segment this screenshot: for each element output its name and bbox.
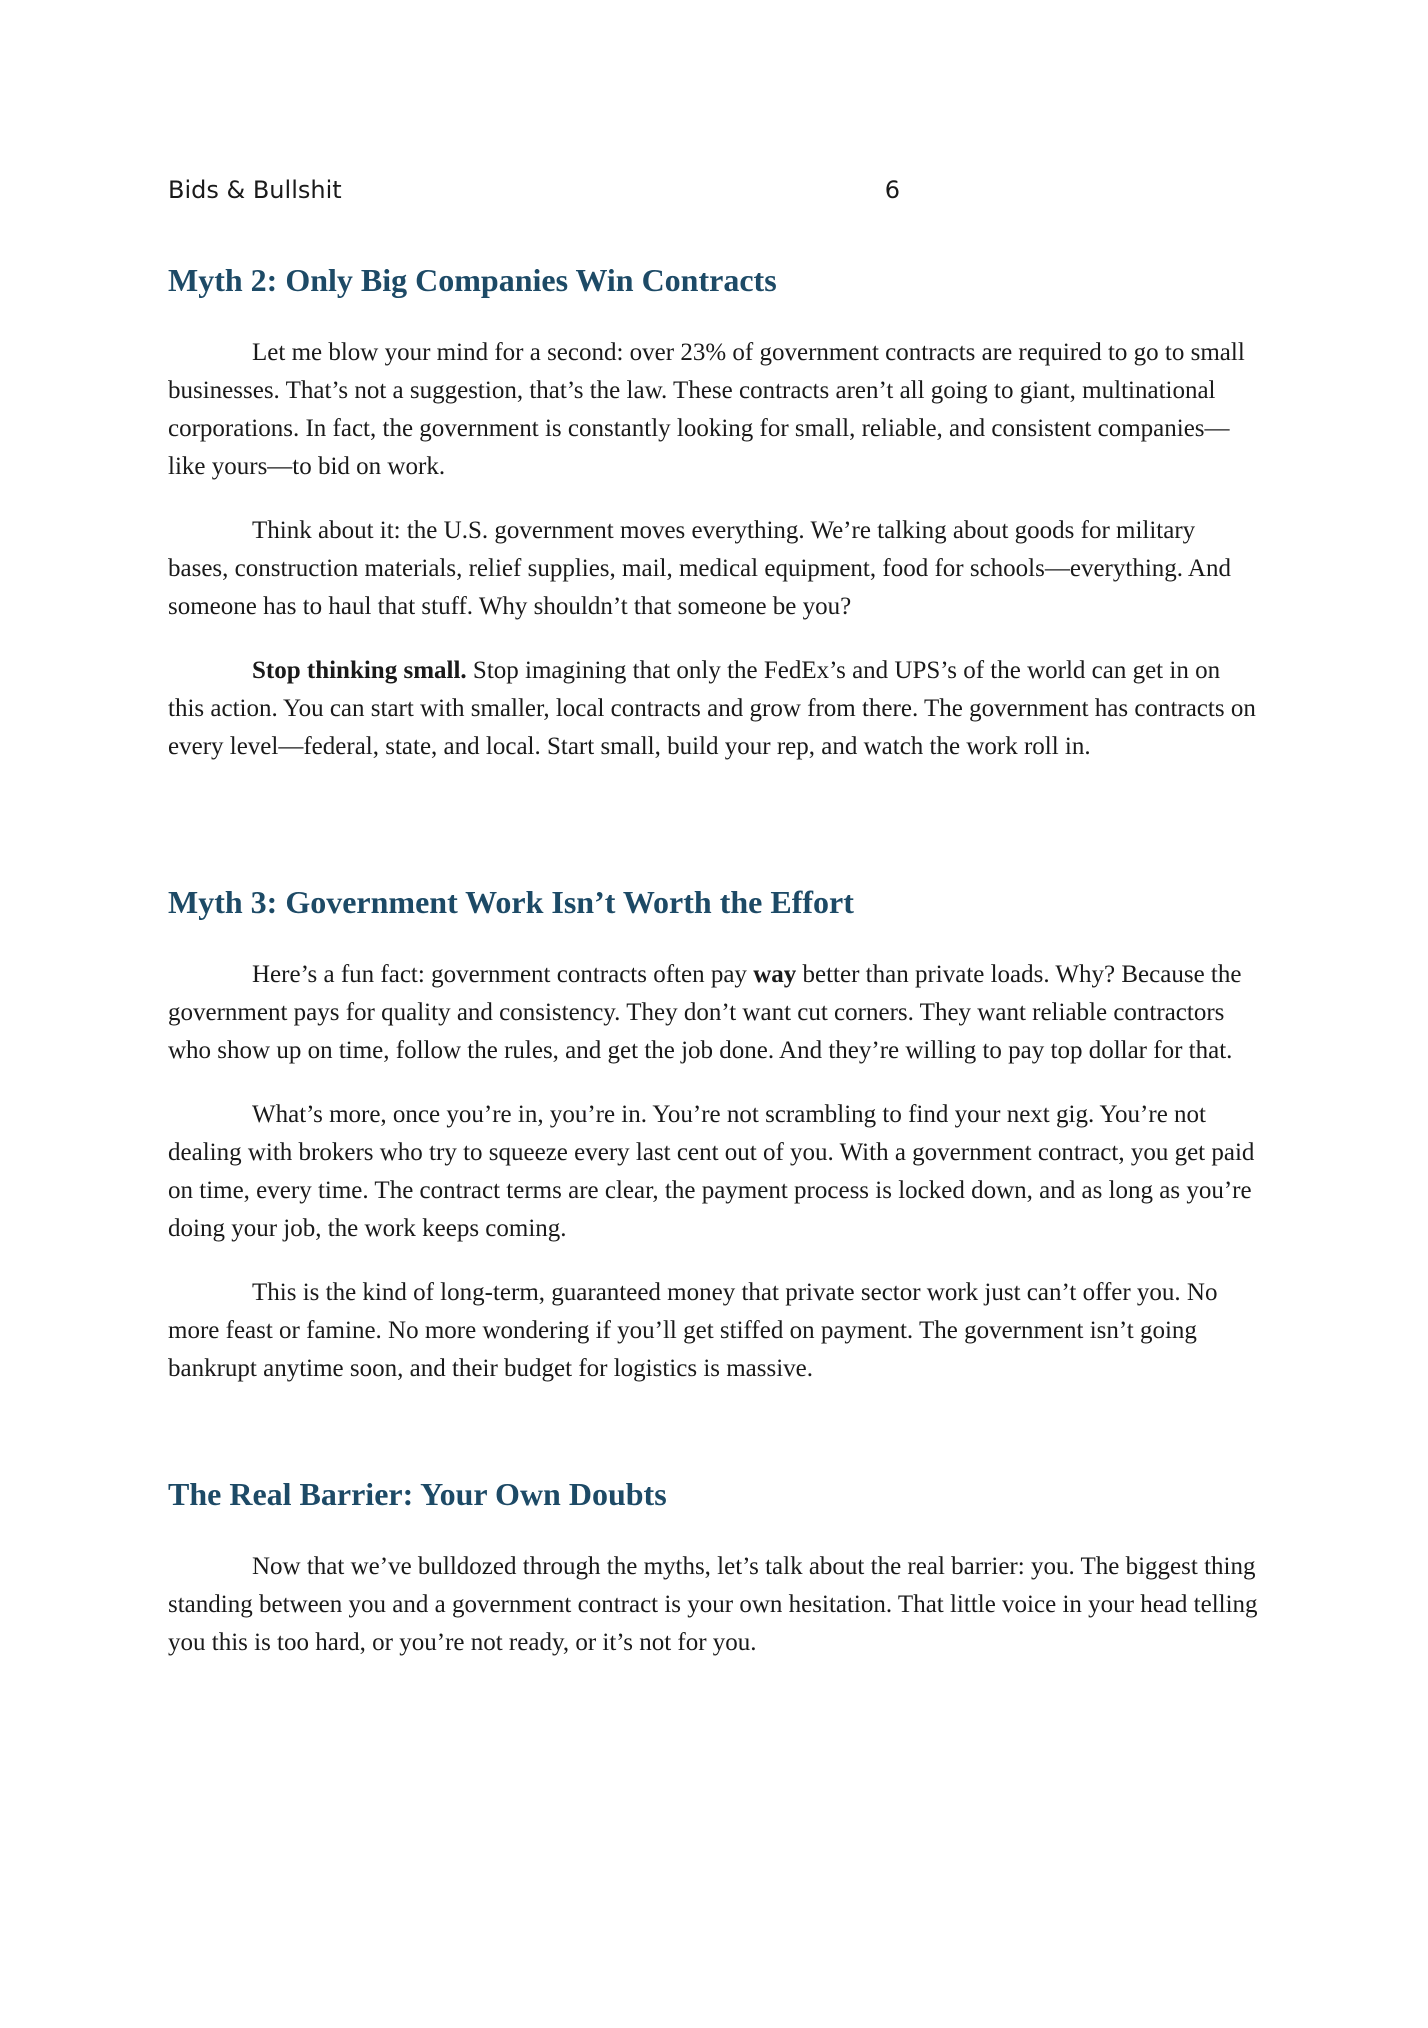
bold-emphasis: way [753, 961, 797, 988]
bold-lead-phrase: Stop thinking small. [252, 657, 467, 684]
paragraph: This is the kind of long-term, guaranteed money that private sector work just can’t offer you. No more feast or famine. No more wondering if you’ll get stiffed on payment. The government isn’t going bankrupt anytime soon, and their budget for logistics is massive. [168, 1279, 1218, 1382]
section-spacer [168, 792, 1260, 880]
running-header [168, 176, 900, 204]
running-header-title: Bids & Bullshit [168, 176, 342, 204]
paragraph: What’s more, once you’re in, you’re in. You’re not scrambling to find your next gig. You’re not dealing with brokers who try to squeeze every last cent out of you. With a government contract, you get paid on time, every time. The contract terms are clear, the payment process is locked down, and as long as you’re doing your job, the work keeps coming. [168, 1101, 1255, 1242]
paragraph: Let me blow your mind for a second: over 23% of government contracts are required to go to small businesses. That’s not a suggestion, that’s the law. These contracts aren’t all going to giant, multinational corporations. In fact, the government is constantly looking for small, reliable, and consistent companies—like yours—to bid on work. [168, 339, 1245, 480]
section-spacer [168, 1414, 1260, 1472]
page-number: 6 [884, 176, 900, 204]
section-heading-myth-3: Myth 3: Government Work Isn’t Worth the Effort [168, 884, 854, 920]
paragraph-text: Stop imagining that only the FedEx’s and UPS’s of the world can get in on this action. You can start with smaller, local contracts and grow from there. The government has contracts on every level—federal, state, and local. Start small, build your rep, and watch the work roll in. [168, 657, 1256, 760]
paragraph [168, 652, 1260, 766]
paragraph: Now that we’ve bulldozed through the myths, let’s talk about the real barrier: you. The biggest thing standing between you and a government contract is your own hesitation. That little voice in your head telling you this is too hard, or you’re not ready, or it’s not for you. [168, 1553, 1258, 1656]
section-heading-real-barrier: The Real Barrier: Your Own Doubts [168, 1476, 667, 1512]
paragraph: Think about it: the U.S. government moves everything. We’re talking about goods for military bases, construction materials, relief supplies, mail, medical equipment, food for schools—everything. And someone has to haul that stuff. Why shouldn’t that someone be you? [168, 517, 1231, 620]
document-body [168, 258, 1260, 1688]
paragraph [168, 956, 1260, 1070]
paragraph-text: Here’s a fun fact: government contracts often pay [252, 961, 754, 988]
section-heading-myth-2: Myth 2: Only Big Companies Win Contracts [168, 262, 777, 298]
paragraph-text: better than private loads. Why? Because the government pays for quality and consistency. They don’t want cut corners. They want reliable contractors who show up on time, follow the rules, and get the job done. And they’re willing to pay top dollar for that. [168, 961, 1242, 1064]
